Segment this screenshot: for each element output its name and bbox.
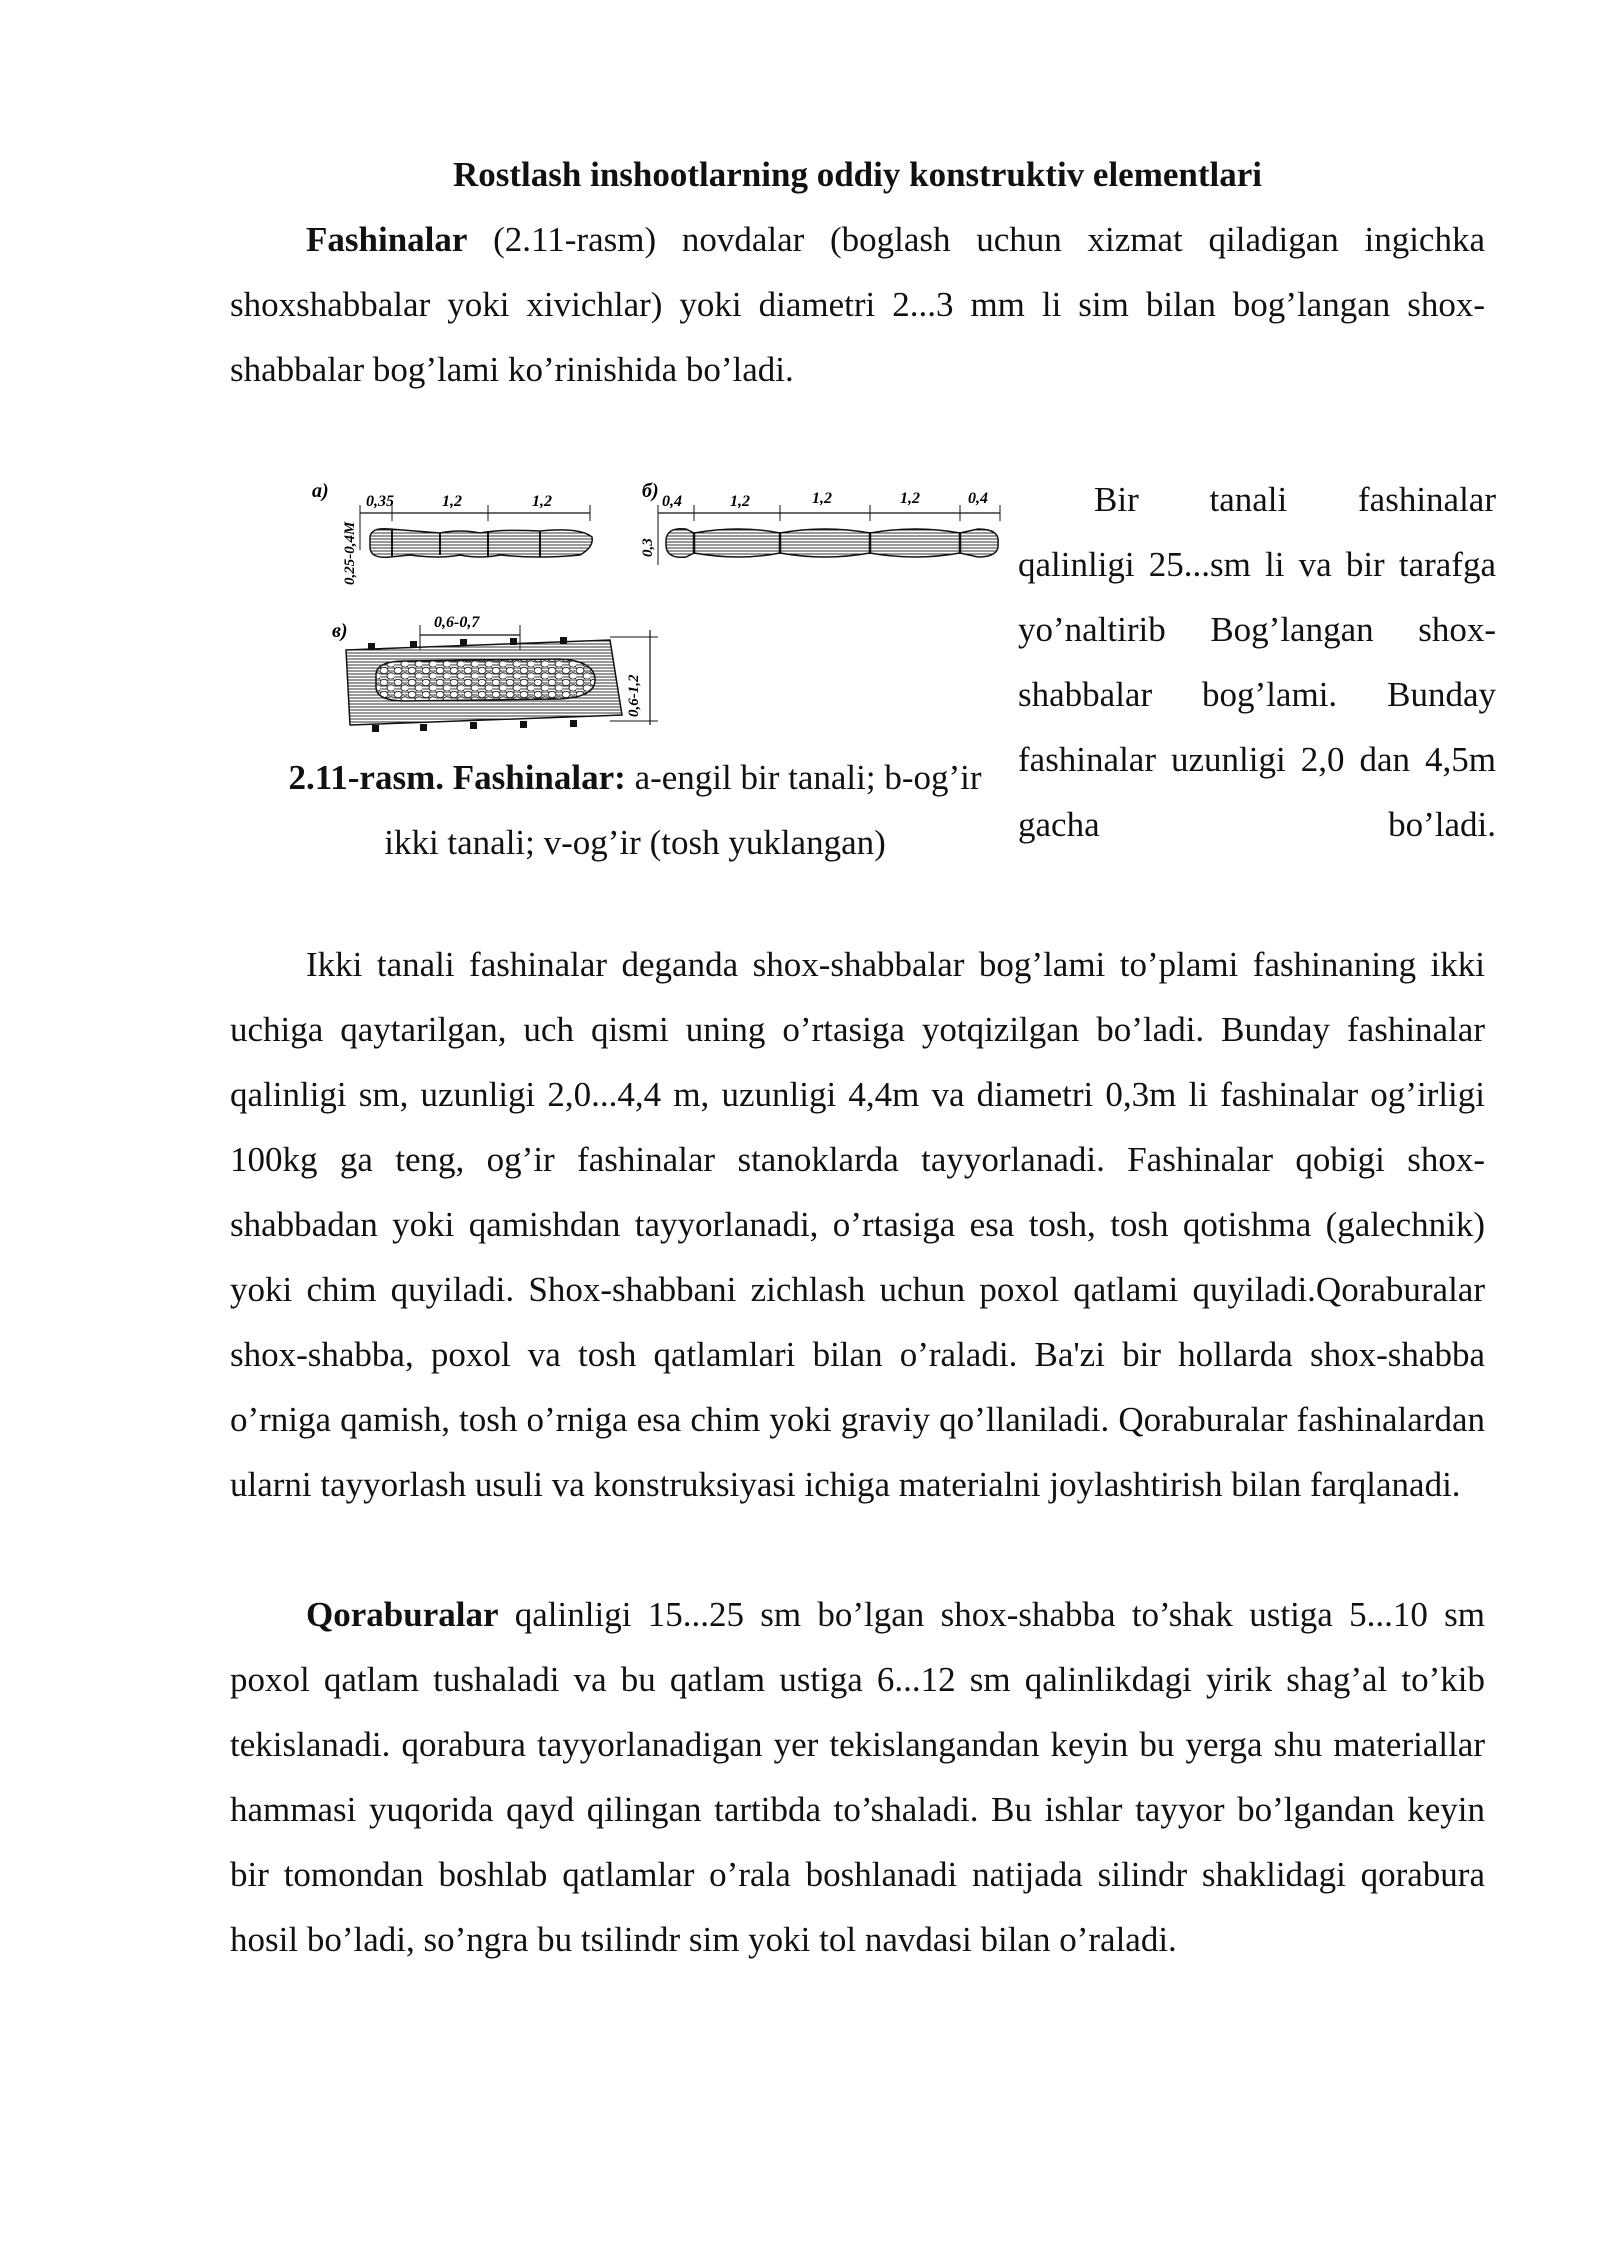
dim-a-2: 1,2	[442, 493, 462, 510]
dim-b-2: 1,2	[730, 493, 750, 510]
figure-caption-text: a-engil bir tanali; b-og’ir ikki tanali; v-og’ir (tosh yuklangan)	[384, 758, 982, 862]
figure-caption-title: 2.11-rasm. Fashinalar:	[288, 758, 626, 797]
paragraph-qoraburalar-text: qalinligi 15...25 sm bo’lgan shox-shabba to’shak ustiga 5...10 sm poxol qatlam tushaladi va bu qatlam ustiga 6...12 sm qalinlikdagi yirik shag’al to’kib tekislanadi. qorabura tayyorlanadigan yer tekislangandan keyin bu yerga shu materiallar hammasi yuqorida qayd qilingan tartibda to’shaladi. Bu ishlar tayyor bo’lgandan keyin bir tomondan boshlab qatlamlar o’rala boshlanadi natijada silindr shaklidagi qorabura hosil bo’ladi, so’ngra bu tsilindr sim yoki tol navdasi bilan o’raladi.	[230, 1595, 1485, 1959]
label-b: б)	[642, 480, 659, 502]
fascine-b-drawing	[640, 490, 1000, 565]
fascine-figure	[310, 475, 1010, 745]
paragraph-ikki-tanali: Ikki tanali fashinalar deganda shox-shabbalar bog’lami to’plami fashinaning ikki uchiga qaytarilgan, uch qismi uning o’rtasiga yotqizilgan bo’ladi. Bunday fashinalar qalinligi sm, uzunligi 2,0...4,4 m, uzunligi 4,4m va diametri 0,3m li fashinalar og’irligi 100kg ga teng, og’ir fashinalar stanoklarda tayyorlanadi. Fashinalar qobigi shox-shabbadan yoki qamishdan tayyorlanadi, o’rtasiga esa tosh, tosh qotishma (galechnik) yoki chim quyiladi. Shox-shabbani zichlash uchun poxol qatlami quyiladi.Qoraburalar shox-shabba, poxol va tosh qatlamlari bilan o’raladi. Ba'zi bir hollarda shox-shabba o’rniga qamish, tosh o’rniga esa chim yoki graviy qo’llaniladi. Qoraburalar fashinalardan ularni tayyorlash usuli va konstruksiyasi ichiga materialni joylashtirish bilan farqlanadi.	[230, 945, 1485, 1504]
dim-a-3: 1,2	[532, 493, 552, 510]
figure-caption	[285, 745, 985, 875]
dim-a-vertical: 0,25-0,4М	[342, 521, 358, 585]
dim-b-vertical: 0,3	[640, 538, 656, 557]
side-paragraph-bir-tanali: Bir tanali fashinalar qalinligi 25...sm li va bir tarafga yo’naltirib Bog’langan shox-shabbalar bog’lami. Bunday fashinalar uzunligi 2,0 dan 4,5m gacha bo’ladi.	[1018, 480, 1496, 844]
term-fashinalar: Fashinalar	[306, 220, 468, 259]
paragraph-fashinalar	[230, 207, 1485, 402]
dim-b-1: 0,4	[662, 493, 682, 510]
term-qoraburalar: Qoraburalar	[306, 1595, 499, 1634]
dim-b-4: 1,2	[900, 490, 920, 507]
fascine-a-drawing	[342, 493, 592, 585]
dim-v-vertical: 0,6-1,2	[626, 674, 642, 717]
label-a: а)	[312, 480, 329, 502]
dim-b-5: 0,4	[968, 490, 988, 507]
paragraph-qoraburalar	[230, 1582, 1485, 1972]
dim-v-top: 0,6-0,7	[434, 614, 480, 631]
paragraph-fashinalar-text: (2.11-rasm) novdalar (boglash uchun xizmat qiladigan ingichka shoxshabbalar yoki xivichlar) yoki diametri 2...3 mm li sim bilan bog’langan shox-shabbalar bog’lami ko’rinishida bo’ladi.	[230, 220, 1485, 389]
label-v: в)	[332, 620, 348, 642]
dim-a-1: 0,35	[366, 493, 394, 510]
dim-b-3: 1,2	[812, 490, 832, 507]
page-title: Rostlash inshootlarning oddiy konstruktiv elementlari	[453, 155, 1262, 194]
fascine-v-drawing	[346, 614, 658, 732]
